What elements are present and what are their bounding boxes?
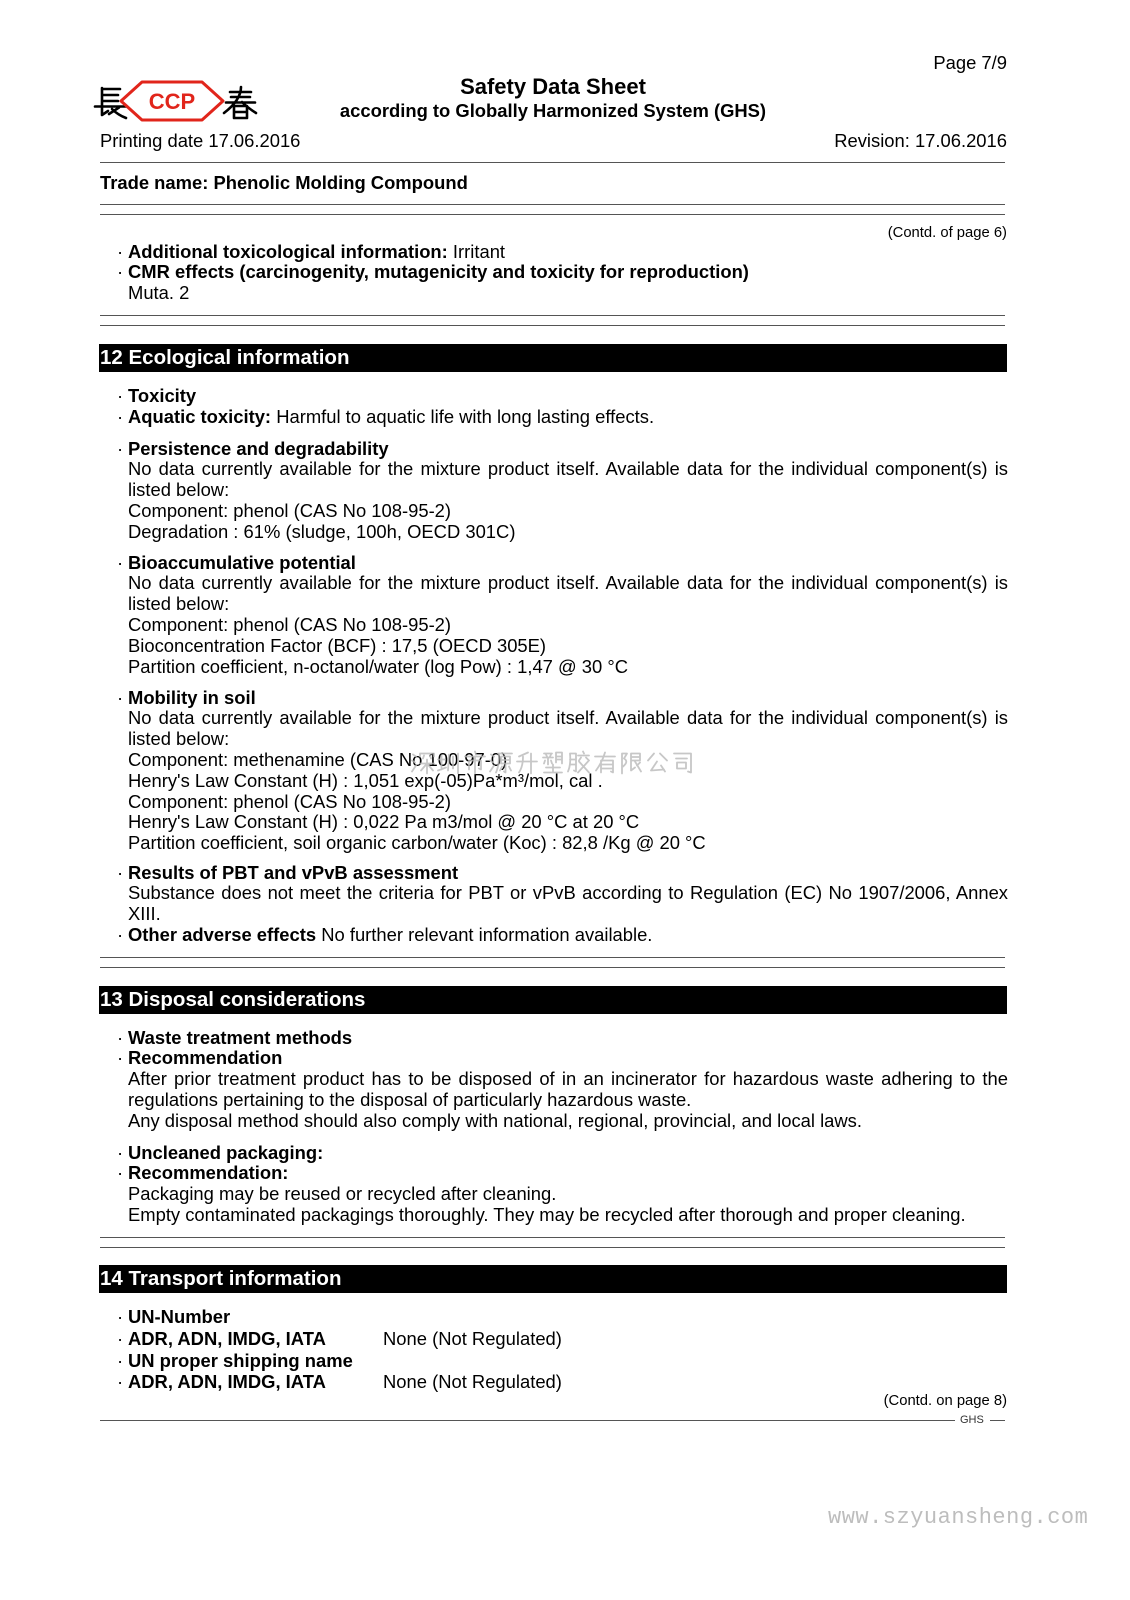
bullet: · [117,1162,124,1184]
field-label: Mobility in soil [128,686,256,708]
text-line: Component: phenol (CAS No 108-95-2) [128,613,452,635]
bullet: · [117,1026,124,1048]
field-label: CMR effects (carcinogenity, mutagenicity and toxicity for reproduction) [128,261,749,283]
footer-tag: GHS [960,1414,984,1426]
ccp-logo [93,76,259,124]
footer-rule [100,1420,955,1421]
list-item [117,437,1008,460]
text-line: No data currently available for the mixture product itself. Available data for the individual component(s) is [128,572,1008,594]
divider [100,1247,1005,1248]
bullet: · [117,923,124,945]
text-line: Substance does not meet the criteria for PBT or vPvB according to Regulation (EC) No 1907/2006, Annex [128,882,1008,904]
bullet: · [117,384,124,406]
bullet: · [117,686,124,708]
bullet: · [117,1327,124,1349]
field-value: Irritant [452,240,506,262]
list-item [117,551,1008,574]
bullet: · [117,861,124,883]
bullet: · [117,1047,124,1069]
bullet: · [117,1306,124,1328]
page-number: Page 7/9 [933,52,1007,73]
footer-rule [990,1420,1005,1421]
field-label: ADR, ADN, IMDG, IATA [128,1327,326,1349]
text-line: regulations pertaining to the disposal of particularly hazardous waste. [128,1088,692,1110]
list-item [117,1047,1008,1069]
transport-row [117,1349,1008,1372]
bullet: · [117,1141,124,1163]
field-label: Waste treatment methods [128,1026,353,1048]
field-label: Toxicity [128,384,197,406]
toxicity-block [117,384,1008,429]
text-line: Bioconcentration Factor (BCF) : 17,5 (OECD 305E) [128,634,547,656]
bullet: · [117,240,124,262]
section-header: 13 Disposal considerations [99,986,1007,1014]
field-label: UN-Number [128,1306,231,1328]
transport-block [117,1306,1008,1393]
persistence-block [117,437,1008,543]
text-line: Henry's Law Constant (H) : 0,022 Pa m3/mol @ 20 °C at 20 °C [128,811,640,833]
list-item [117,406,1008,428]
field-label: Recommendation: [128,1162,289,1184]
text-line: XIII. [128,903,161,925]
text-line: No data currently available for the mixture product itself. Available data for the individual component(s) is [128,707,1008,729]
divider [100,315,1005,316]
bullet: · [117,261,124,283]
printing-date: Printing date 17.06.2016 [100,129,301,151]
text-line: Partition coefficient, n-octanol/water (log Pow) : 1,47 @ 30 °C [128,655,628,677]
field-label: Bioaccumulative potential [128,551,356,573]
field-label: Results of PBT and vPvB assessment [128,861,459,883]
list-item [117,1141,1008,1164]
document-subtitle: according to Globally Harmonized System (GHS) [339,99,767,121]
divider [100,214,1005,215]
field-value: Muta. 2 [128,282,190,304]
field-value: None (Not Regulated) [383,1327,562,1349]
list-item [117,686,1008,709]
text-line: Any disposal method should also comply with national, regional, provincial, and local laws. [128,1109,862,1131]
text-line: listed below: [128,593,230,615]
divider [100,204,1005,205]
divider [100,967,1005,968]
bullet: · [117,1371,124,1393]
logo-char-right [224,87,256,118]
transport-row [117,1371,1008,1393]
field-label: Recommendation [128,1047,283,1069]
section-11-tail [117,240,1008,304]
text-line: Component: phenol (CAS No 108-95-2) [128,499,452,521]
pbt-block [117,861,1008,946]
field-label: Uncleaned packaging: [128,1141,324,1163]
text-line: Empty contaminated packagings thoroughly. They may be recycled after thorough and proper cleaning. [128,1203,966,1225]
text-line: Packaging may be reused or recycled after cleaning. [128,1183,557,1205]
text-line: listed below: [128,728,230,750]
field-value: Harmful to aquatic life with long lasting effects. [276,406,655,428]
document-title: Safety Data Sheet [460,74,646,99]
text-line: Degradation : 61% (sludge, 100h, OECD 301C) [128,520,516,542]
divider [100,957,1005,958]
field-label: ADR, ADN, IMDG, IATA [128,1371,326,1393]
list-item [117,240,1008,263]
bullet: · [117,406,124,428]
bullet: · [117,551,124,573]
field-value: None (Not Regulated) [383,1371,562,1393]
logo-mark-text: CCP [148,89,196,114]
continued-from-note: (Contd. of page 6) [887,224,1007,241]
list-item [117,923,1008,946]
field-label: Other adverse effects [128,923,317,945]
text-line: listed below: [128,479,230,501]
revision-date: Revision: 17.06.2016 [834,129,1007,151]
bullet: · [117,437,124,459]
waste-treatment-block [117,1026,1008,1132]
transport-row [117,1327,1008,1350]
uncleaned-packaging-block [117,1141,1008,1226]
divider [100,325,1005,326]
text-line: No data currently available for the mixture product itself. Available data for the individual component(s) is [128,458,1008,480]
list-item [117,1026,1008,1049]
transport-row [117,1306,1008,1328]
continued-on-note: (Contd. on page 8) [883,1392,1007,1409]
text-line: Partition coefficient, soil organic carbon/water (Koc) : 82,8 /Kg @ 20 °C [128,832,706,854]
field-label: Persistence and degradability [128,437,389,459]
field-label: Additional toxicological information: [128,240,448,262]
list-item [117,261,1008,283]
text-line: Component: methenamine (CAS No 100-97-0) [128,748,508,770]
section-header: 12 Ecological information [99,344,1007,372]
field-label: Aquatic toxicity: [128,406,272,428]
mobility-block [117,686,1008,854]
trade-name: Trade name: Phenolic Molding Compound [100,171,468,193]
list-item [117,1162,1008,1184]
divider [100,1237,1005,1238]
url-watermark: www.szyuansheng.com [828,1505,1089,1530]
header-divider [100,162,1005,163]
list-item [117,861,1008,884]
list-item [117,384,1008,407]
text-line: After prior treatment product has to be disposed of in an incinerator for hazardous waste adhering to the [128,1068,1008,1090]
section-header: 14 Transport information [99,1265,1007,1293]
field-label: UN proper shipping name [128,1349,353,1371]
text-line: Component: phenol (CAS No 108-95-2) [128,790,452,812]
field-value: No further relevant information available. [321,923,653,945]
bioaccumulative-block [117,551,1008,678]
bullet: · [117,1349,124,1371]
text-line: Henry's Law Constant (H) : 1,051 exp(-05)Pa*m³/mol, cal . [128,769,603,791]
